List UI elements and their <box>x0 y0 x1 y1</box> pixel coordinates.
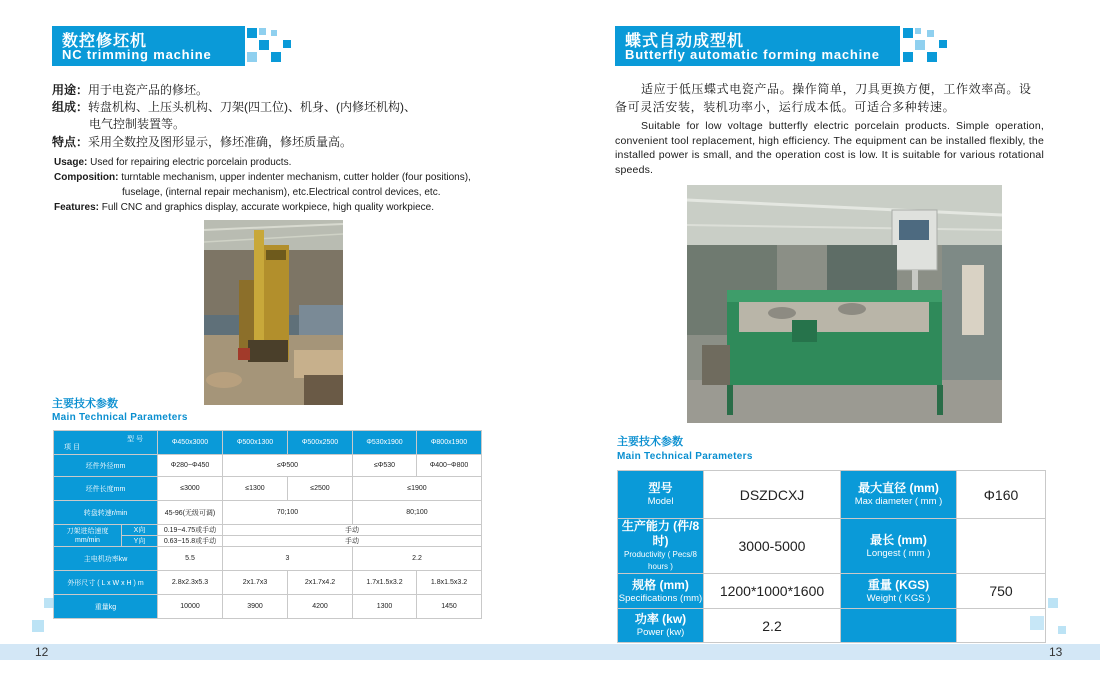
left-page-number: 12 <box>35 645 49 659</box>
max-diameter-label: 最大直径 (mm) Max diameter ( mm ) <box>841 471 957 519</box>
table-cell: 0.19~4.75或手动 <box>158 525 223 536</box>
table-cell: 2x1.7x4.2 <box>288 571 353 595</box>
longest-label: 最长 (mm) Longest ( mm ) <box>841 519 957 574</box>
footer-bar <box>0 644 1100 660</box>
model-header: Φ530x1900 <box>353 431 417 455</box>
table-cell: ≤Φ530 <box>353 455 417 477</box>
table-cell: ≤1300 <box>223 477 288 501</box>
table-cell: 1450 <box>417 595 482 619</box>
model-header: Φ500x1300 <box>223 431 288 455</box>
table-cell: 手动 <box>223 525 482 536</box>
features-cn-line: 特点：采用全数控及图形显示，修坯准确，修坯质量高。 <box>52 135 353 149</box>
row-label: 坯件长度mm <box>54 477 158 501</box>
weight-value: 750 <box>957 574 1046 609</box>
right-title-cn: 蝶式自动成型机 <box>625 33 745 50</box>
model-label: 型号 Model <box>618 471 704 519</box>
composition-cn-line: 组成：转盘机构、上压头机构、刀架(四工位)、机身、(内修坯机构)、 <box>52 100 417 114</box>
y-axis-label: Y向 <box>122 536 158 547</box>
nc-trimming-machine-photo <box>204 220 343 405</box>
table-cell: ≤1900 <box>353 477 482 501</box>
table-cell: 2x1.7x3 <box>223 571 288 595</box>
composition-en-line-2: fuselage, (internal repair mechanism), etc.Electrical control devices, etc. <box>122 187 441 198</box>
table-cell: 3 <box>223 547 353 571</box>
row-label: 外形尺寸 ( L x W x H ) m <box>54 571 158 595</box>
model-value: DSZDCXJ <box>704 471 841 519</box>
table-cell: 10000 <box>158 595 223 619</box>
table-cell: 5.5 <box>158 547 223 571</box>
right-params-title-en: Main Technical Parameters <box>617 451 753 462</box>
table-cell: 70;100 <box>223 501 353 525</box>
x-axis-label: X向 <box>122 525 158 536</box>
row-label: 主电机功率kw <box>54 547 158 571</box>
usage-en-line: Usage: Used for repairing electric porcelain products. <box>54 157 292 168</box>
right-title-banner <box>615 26 900 66</box>
composition-en-line: Composition: turntable mechanism, upper indenter mechanism, cutter holder (four positions), <box>54 172 471 183</box>
table-cell: 1.7x1.5x3.2 <box>353 571 417 595</box>
max-diameter-value: Φ160 <box>957 471 1046 519</box>
table-cell: ≤2500 <box>288 477 353 501</box>
table-cell: 2.2 <box>353 547 482 571</box>
right-description-en: Suitable for low voltage butterfly electric porcelain products. Simple operation, convenient tool replacement, high efficiency. The equipment can be installed flexibly, the installed power is small, and the operation cost is low. It is suitable for various rotational speeds. <box>615 120 1044 176</box>
composition-cn-line-2: 电气控制装置等。 <box>89 117 186 131</box>
table-cell: 1.8x1.5x3.2 <box>417 571 482 595</box>
features-en-line: Features: Full CNC and graphics display, accurate workpiece, high quality workpiece. <box>54 202 434 213</box>
model-header: Φ500x2500 <box>288 431 353 455</box>
table-cell: ≤3000 <box>158 477 223 501</box>
model-header: Φ450x3000 <box>158 431 223 455</box>
usage-cn-line: 用途：用于电瓷产品的修坯。 <box>52 83 209 97</box>
table-cell: 45-96(无级可调) <box>158 501 223 525</box>
table-cell: 2.8x2.3x5.3 <box>158 571 223 595</box>
left-title-banner <box>52 26 245 66</box>
left-title-en: NC trimming machine <box>62 47 212 62</box>
power-label: 功率 (kw) Power (kw) <box>618 609 704 643</box>
row-label: 坯件外径mm <box>54 455 158 477</box>
table-cell: 4200 <box>288 595 353 619</box>
row-label: 重量kg <box>54 595 158 619</box>
productivity-value: 3000-5000 <box>704 519 841 574</box>
table-cell: ≤Φ500 <box>223 455 353 477</box>
table-corner-cell: 型 号 项 目 <box>54 431 158 455</box>
table-cell: 3900 <box>223 595 288 619</box>
power-value: 2.2 <box>704 609 841 643</box>
weight-label: 重量 (KGS) Weight ( KGS ) <box>841 574 957 609</box>
row-label: 刀架进给速度 mm/min <box>54 525 122 547</box>
table-cell: 手动 <box>223 536 482 547</box>
right-page-number: 13 <box>1049 645 1063 659</box>
butterfly-forming-machine-photo <box>687 185 1002 423</box>
specifications-value: 1200*1000*1600 <box>704 574 841 609</box>
specifications-label: 规格 (mm) Specifications (mm) <box>618 574 704 609</box>
table-cell: 0.63~15.8或手动 <box>158 536 223 547</box>
left-params-title-en: Main Technical Parameters <box>52 412 188 423</box>
empty-header-cell <box>841 609 957 643</box>
right-title-en: Butterfly automatic forming machine <box>625 47 880 62</box>
left-title-cn: 数控修坯机 <box>62 33 148 50</box>
table-cell: 1300 <box>353 595 417 619</box>
table-cell: Φ400~Φ800 <box>417 455 482 477</box>
right-params-title-cn: 主要技术参数 <box>617 436 683 448</box>
left-params-title-cn: 主要技术参数 <box>52 398 118 410</box>
row-label: 转盘转速r/min <box>54 501 158 525</box>
right-description-cn: 适应于低压蝶式电瓷产品。操作简单，刀具更换方便，工作效率高。设备可灵活安装，装机功率小，运行成本低。可适合多种转速。 <box>615 82 1032 114</box>
nc-trimming-params-table <box>53 430 482 619</box>
productivity-label: 生产能力 (件/8时) Productivity ( Pecs/8 hours ) <box>618 519 704 574</box>
model-header: Φ800x1900 <box>417 431 482 455</box>
table-cell: Φ280~Φ450 <box>158 455 223 477</box>
table-cell: 80;100 <box>353 501 482 525</box>
longest-value <box>957 519 1046 574</box>
butterfly-params-table <box>617 470 1046 643</box>
